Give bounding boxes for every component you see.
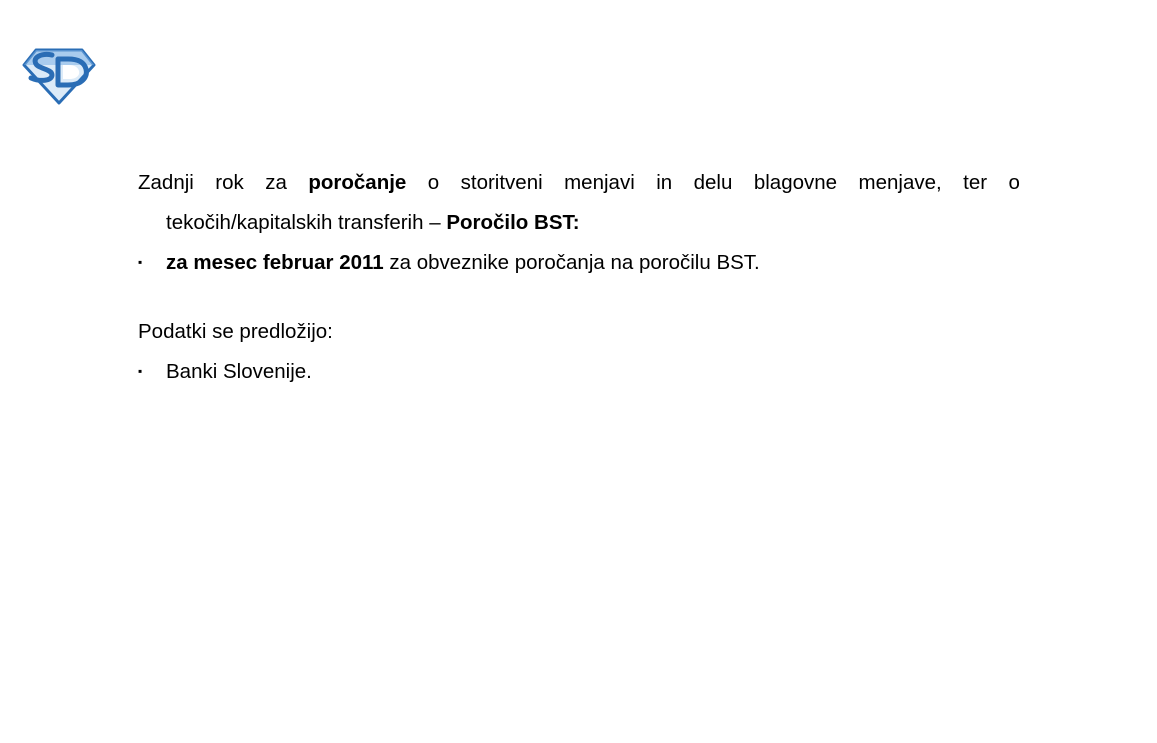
deadline-bullet-rest: za obveznike poročanja na poročilu BST. xyxy=(383,251,760,274)
deadline-word: menjavi xyxy=(564,171,635,194)
submission-intro: Podatki se predložijo: xyxy=(138,320,333,343)
deadline-line-2 xyxy=(138,203,1020,243)
deadline-word: o xyxy=(427,171,440,194)
deadline-word: Zadnji xyxy=(138,171,194,194)
deadline-bullet-text xyxy=(166,243,760,283)
deadline-word: storitveni xyxy=(460,171,543,194)
deadline-period: za mesec februar 2011 xyxy=(166,251,384,274)
deadline-word: ter xyxy=(963,171,988,194)
deadline-word: delu xyxy=(693,171,733,194)
submission-paragraph xyxy=(138,312,1020,394)
deadline-paragraph xyxy=(138,163,1020,285)
submission-bullet-item xyxy=(138,352,1020,394)
document-body xyxy=(138,163,1020,394)
deadline-word: za xyxy=(265,171,287,194)
deadline-line-1 xyxy=(138,163,1020,203)
square-bullet-icon: ▪ xyxy=(138,255,143,269)
deadline-word: o xyxy=(1008,171,1020,194)
deadline-bullet-item xyxy=(138,243,1020,285)
report-name: Poročilo BST: xyxy=(446,211,580,234)
square-bullet-icon: ▪ xyxy=(138,364,143,378)
deadline-word: rok xyxy=(215,171,244,194)
deadline-word: blagovne xyxy=(753,171,838,194)
deadline-word: in xyxy=(656,171,673,194)
sd-logo xyxy=(22,47,96,105)
deadline-word: poročanje xyxy=(308,171,407,194)
deadline-line-2-text: tekočih/kapitalskih transferih – xyxy=(166,211,447,234)
deadline-word: menjave, xyxy=(858,171,942,194)
submission-bullet-text: Banki Slovenije. xyxy=(166,360,312,383)
